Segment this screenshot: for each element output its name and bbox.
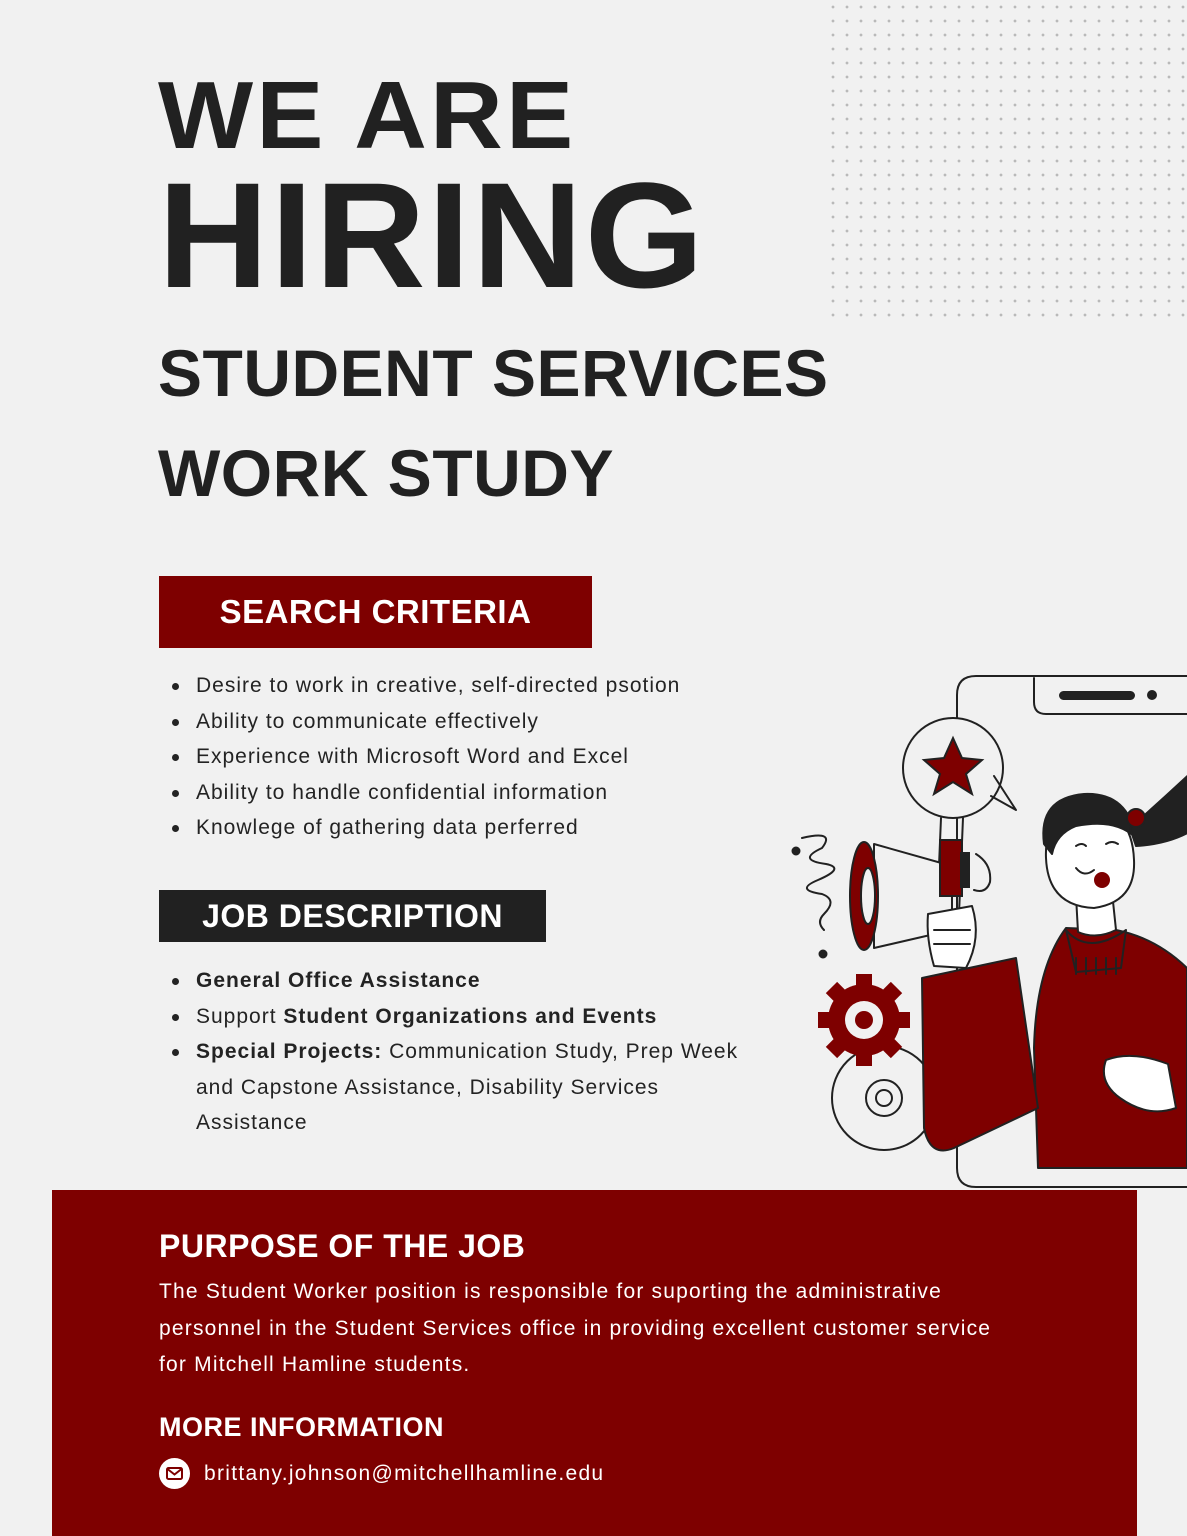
job-description-list	[170, 963, 750, 1141]
duty-prefix: Support	[196, 1004, 284, 1028]
purpose-title: PURPOSE OF THE JOB	[159, 1228, 526, 1264]
list-item	[170, 999, 750, 1035]
duty-bold: Student Organizations and Events	[283, 1004, 658, 1028]
duty-bold: Special Projects:	[196, 1040, 383, 1063]
contact-email-link[interactable]: brittany.johnson@mitchellhamline.edu	[204, 1461, 605, 1485]
position-title-line1: STUDENT SERVICES	[158, 336, 829, 410]
envelope-icon	[159, 1458, 190, 1489]
duty-detail: Communication Study, Prep Week and Capstone Assistance, Disability Services Assistance	[196, 1040, 739, 1134]
purpose-text: The Student Worker position is responsible for suporting the administrative personnel in the Student Services office in providing excellent customer service for Mitchell Hamline students.	[159, 1280, 992, 1376]
hiring-illustration	[776, 668, 1187, 1192]
more-info-title: MORE INFORMATION	[159, 1412, 444, 1442]
search-criteria-list	[170, 668, 790, 846]
duty-bold: General Office Assistance	[196, 969, 481, 992]
headline-hiring: HIRING	[158, 151, 706, 319]
list-item: Experience with Microsoft Word and Excel	[170, 739, 790, 775]
position-title-line2: WORK STUDY	[158, 436, 614, 510]
search-criteria-label: SEARCH CRITERIA	[159, 576, 592, 648]
job-description-label: JOB DESCRIPTION	[159, 890, 546, 942]
list-item: Ability to communicate effectively	[170, 704, 790, 740]
headline-we-are: WE ARE	[158, 62, 577, 169]
list-item: Desire to work in creative, self-directed psotion	[170, 668, 790, 704]
contact-row	[159, 1458, 604, 1489]
list-item	[170, 963, 750, 999]
list-item: Ability to handle confidential information	[170, 775, 790, 811]
list-item	[170, 1034, 750, 1141]
purpose-section	[52, 1190, 1137, 1536]
dot-pattern	[826, 0, 1187, 320]
list-item: Knowlege of gathering data perferred	[170, 810, 790, 846]
